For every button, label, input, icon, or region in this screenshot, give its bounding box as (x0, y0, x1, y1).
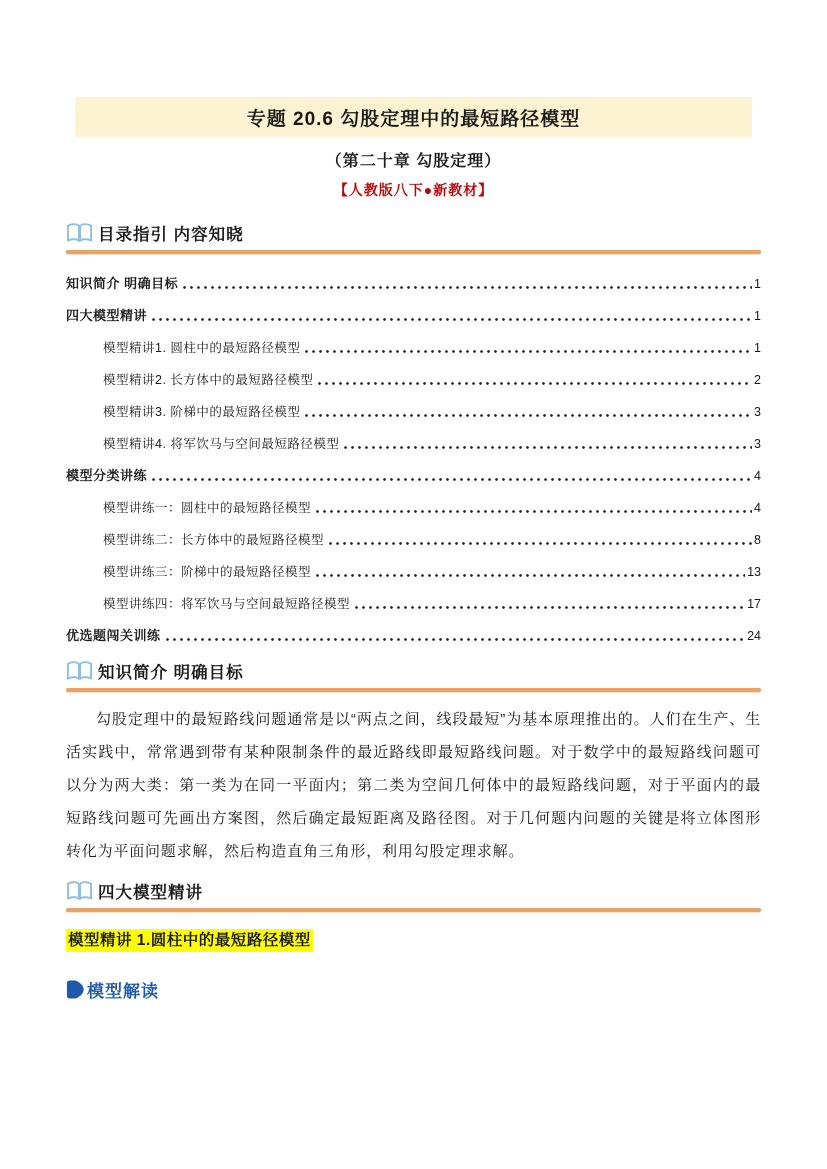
toc-dot-leader (314, 556, 745, 588)
bookmark-icon (66, 979, 85, 1000)
toc-dot-leader (164, 620, 746, 652)
page-title: 专题 20.6 勾股定理中的最短路径模型 (246, 108, 581, 130)
toc-item (66, 364, 761, 396)
toc-item-label: 模型讲练一：圆柱中的最短路径模型 (103, 501, 312, 515)
section-header-models (66, 879, 761, 903)
toc-item-label: 四大模型精讲 (66, 308, 148, 323)
toc-dot-leader (342, 428, 752, 460)
section-header-knowledge (66, 659, 761, 683)
model-highlight-heading (66, 928, 761, 950)
toc-item-label: 模型分类讲练 (66, 468, 148, 483)
toc-page-number: 24 (747, 629, 761, 643)
toc-dot-leader (316, 364, 752, 396)
toc-dot-leader (303, 332, 752, 364)
toc-item-label: 模型讲练四：将军饮马与空间最短路径模型 (103, 597, 351, 611)
toc-page-number: 1 (754, 341, 761, 355)
toc-item-label: 模型讲练三：阶梯中的最短路径模型 (103, 565, 312, 579)
table-of-contents (66, 268, 761, 652)
toc-item (66, 556, 761, 588)
toc-page-number: 3 (754, 405, 761, 419)
toc-page-number: 4 (754, 469, 761, 483)
toc-item (66, 268, 761, 300)
accent-divider (66, 908, 761, 912)
toc-item (66, 332, 761, 364)
title-band (75, 97, 752, 137)
model-reading-label: 模型解读 (87, 982, 159, 1001)
section-header-toc (66, 221, 761, 245)
toc-item-label: 模型精讲2. 长方体中的最短路径模型 (103, 373, 314, 387)
toc-page-number: 8 (754, 533, 761, 547)
toc-item-label: 模型精讲1. 圆柱中的最短路径模型 (103, 341, 301, 355)
section-title: 四大模型精讲 (98, 884, 203, 902)
open-book-icon (66, 880, 93, 902)
toc-item-label: 模型精讲3. 阶梯中的最短路径模型 (103, 405, 301, 419)
accent-divider (66, 688, 761, 692)
toc-dot-leader (150, 300, 752, 332)
edition-label: 【人教版八下●新教材】 (333, 184, 494, 199)
toc-item-label: 模型讲练二：长方体中的最短路径模型 (103, 533, 325, 547)
toc-page-number: 1 (754, 277, 761, 291)
toc-item-label: 优选题闯关训练 (66, 628, 161, 643)
toc-page-number: 4 (754, 501, 761, 515)
section-title: 目录指引 内容知晓 (98, 226, 244, 244)
toc-item (66, 396, 761, 428)
toc-dot-leader (314, 492, 752, 524)
toc-item (66, 492, 761, 524)
toc-dot-leader (327, 524, 752, 556)
section-title: 知识简介 明确目标 (98, 664, 244, 682)
toc-item-label: 模型精讲4. 将军饮马与空间最短路径模型 (103, 437, 340, 451)
toc-dot-leader (181, 268, 752, 300)
chapter-subtitle: （第二十章 勾股定理） (325, 153, 502, 170)
model-reading-heading (66, 977, 761, 1002)
toc-dot-leader (353, 588, 745, 620)
open-book-icon (66, 660, 93, 682)
toc-dot-leader (150, 460, 752, 492)
toc-item (66, 428, 761, 460)
open-book-icon (66, 222, 93, 244)
toc-item (66, 524, 761, 556)
toc-dot-leader (303, 396, 752, 428)
accent-divider (66, 250, 761, 254)
toc-page-number: 13 (747, 565, 761, 579)
model-highlight-text: 模型精讲 1.圆柱中的最短路径模型 (66, 929, 313, 952)
toc-item-label: 知识简介 明确目标 (66, 276, 179, 291)
toc-item (66, 620, 761, 652)
toc-item (66, 300, 761, 332)
intro-paragraph: 勾股定理中的最短路线问题通常是以“两点之间，线段最短”为基本原理推出的。人们在生产、生活实践中，常常遇到带有某种限制条件的最近路线即最短路线问题。对于数学中的最短路线问题可以分为两大类：第一类为在同一平面内；第二类为空间几何体中的最短路线问题，对于平面内的最短路线问题可先画出方案图，然后确定最短距离及路径图。对于几何题内问题的关键是将立体图形转化为平面问题求解，然后构造直角三角形，利用勾股定理求解。 (66, 711, 761, 860)
toc-page-number: 2 (754, 373, 761, 387)
toc-page-number: 17 (747, 597, 761, 611)
toc-item (66, 588, 761, 620)
toc-page-number: 1 (754, 309, 761, 323)
toc-page-number: 3 (754, 437, 761, 451)
toc-item (66, 460, 761, 492)
